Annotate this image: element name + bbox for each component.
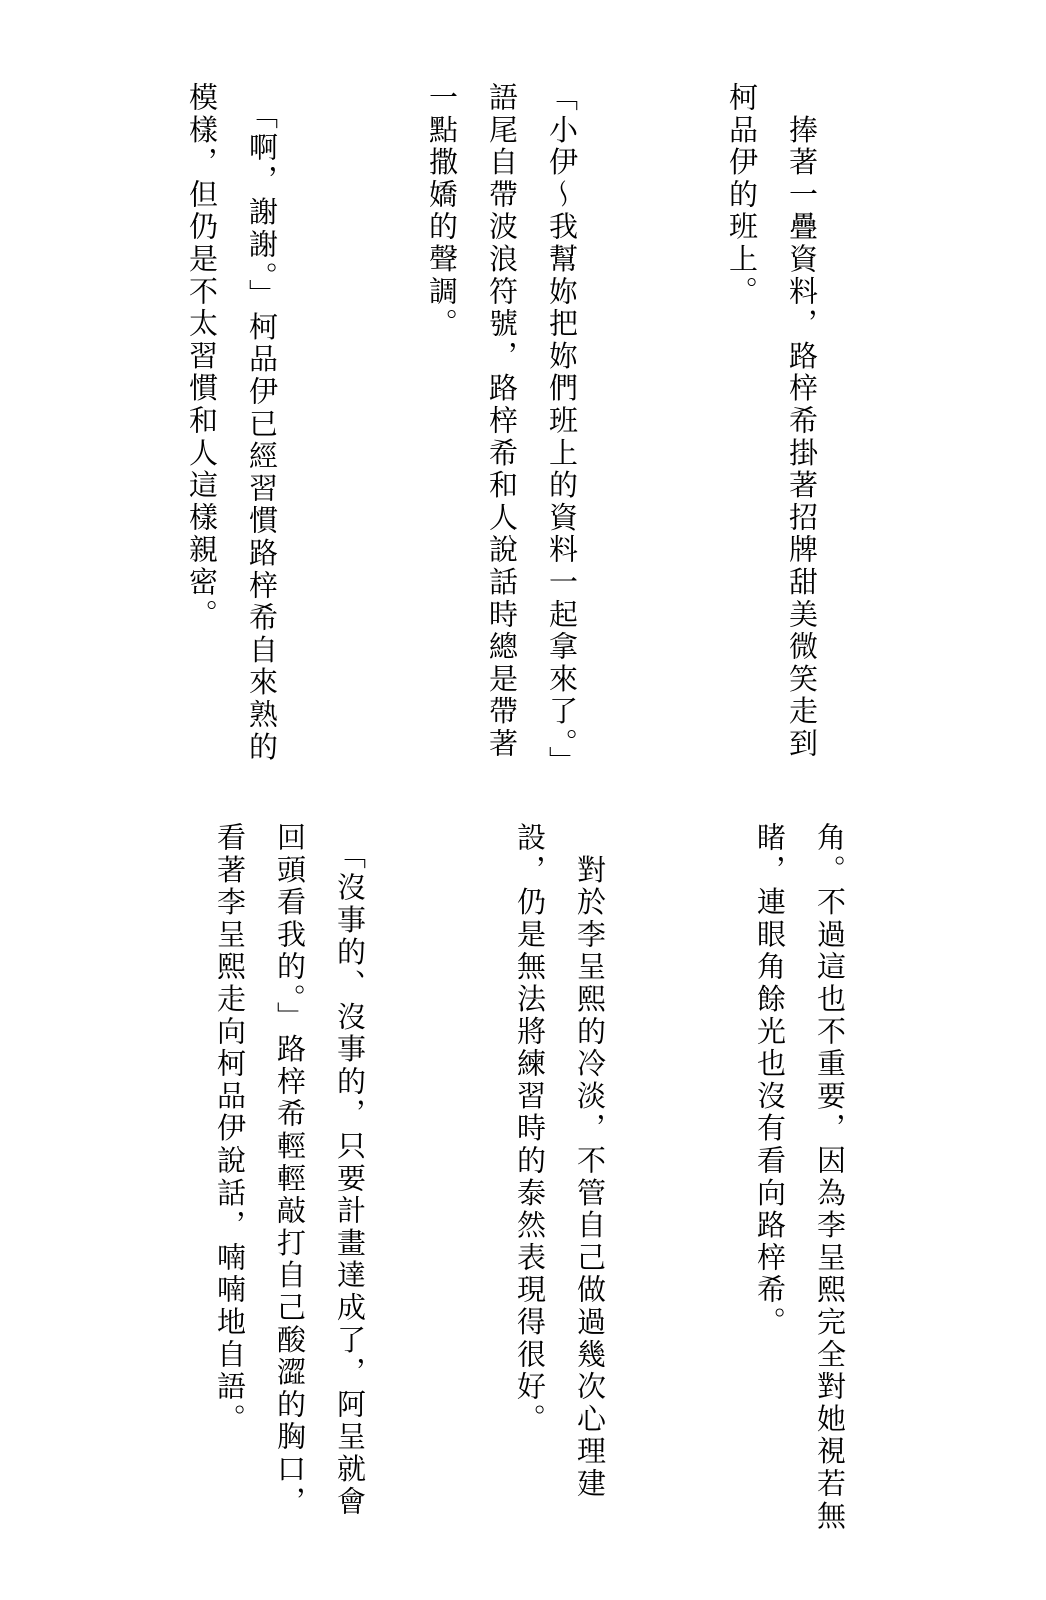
paragraph: 角。不過這也不重要，因為李呈熙完全對她視若無睹，連眼角餘光也沒有看向路梓希。 <box>753 822 847 1533</box>
upper-text-section <box>0 82 952 782</box>
paragraph: 「小伊～我幫妳把妳們班上的資料一起拿來了。」語尾自帶波浪符號，路梓希和人說話時總是帶著一點撒嬌的聲調。 <box>425 82 579 779</box>
blank-line <box>20 822 80 1542</box>
paragraph: 「啊，謝謝。」柯品伊已經習慣路梓希自來熟的模樣，但仍是不太習慣和人這樣親密。 <box>185 82 279 764</box>
paragraph: 對於李呈熙的冷淡，不管自己做過幾次心理建設，仍是無法將練習時的泰然表現得很好。 <box>513 822 607 1501</box>
lower-text-section <box>0 822 980 1542</box>
blank-line <box>0 82 52 782</box>
paragraph: 捧著一疊資料，路梓希掛著招牌甜美微笑走到柯品伊的班上。 <box>725 82 819 761</box>
paragraph: 「沒事的、沒事的，只要計畫達成了，阿呈就會回頭看我的。」路梓希輕輕敲打自己酸澀的胸口，看著李呈熙走向柯品伊說話，喃喃地自語。 <box>213 822 367 1519</box>
